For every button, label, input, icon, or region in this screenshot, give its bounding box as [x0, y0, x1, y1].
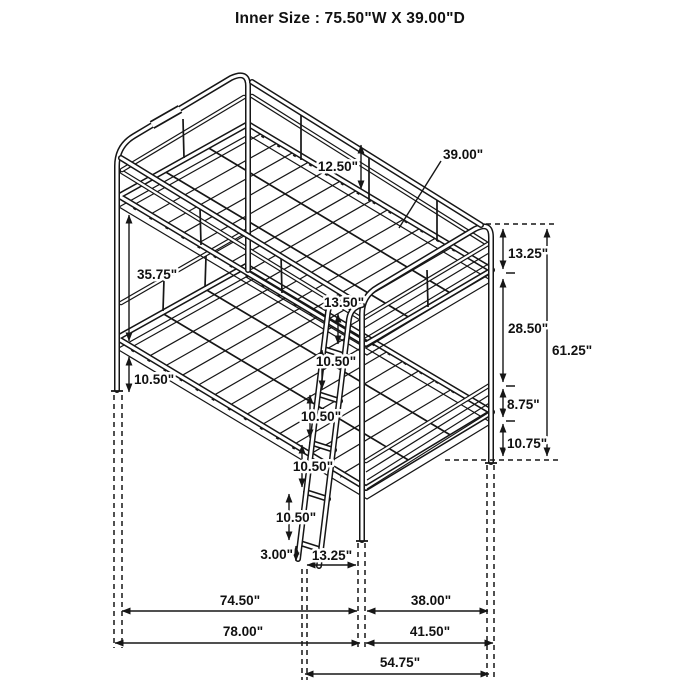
- dim-label-bunk-spacing: 28.50": [508, 321, 549, 336]
- dim-label-rung-gap-2: 10.50": [300, 409, 342, 424]
- dim-label-top-rail-to-deck: 13.25": [508, 246, 549, 261]
- dim-label-ladder-top-gap: 13.50": [323, 295, 365, 310]
- dim-label-inner-length: 74.50": [219, 593, 261, 608]
- dim-label-ladder-span: 54.75": [379, 655, 421, 670]
- dim-label-rung-gap-4: 10.50": [275, 510, 317, 525]
- rail-sleeve: [152, 109, 180, 125]
- dim-label-inner-depth: 39.00": [443, 147, 484, 162]
- page-title: Inner Size : 75.50"W X 39.00"D: [234, 10, 466, 27]
- dim-label-under-bed-clearance: 10.75": [507, 436, 548, 451]
- dim-label-guard-rail-height: 12.50": [317, 159, 358, 174]
- dim-label-ladder-tail: 3.00": [260, 547, 293, 562]
- dim-label-outer-length: 78.00": [222, 624, 264, 639]
- dim-label-rung-gap-1: 10.50": [315, 354, 357, 369]
- dim-label-left-height: 35.75": [137, 267, 178, 282]
- dim-label-rung-gap-3: 10.50": [292, 459, 334, 474]
- guard-mid-rails: [122, 96, 488, 318]
- dim-label-outer-end-width: 41.50": [409, 624, 451, 639]
- dim-label-overall-height: 61.25": [552, 343, 593, 358]
- dim-label-ladder-foot-offset: 13.25": [311, 548, 353, 563]
- dim-label-lower-rail-band: 8.75": [507, 397, 540, 412]
- dim-label-inner-end-width: 38.00": [410, 593, 452, 608]
- dim-label-left-clearance: 10.50": [134, 372, 175, 387]
